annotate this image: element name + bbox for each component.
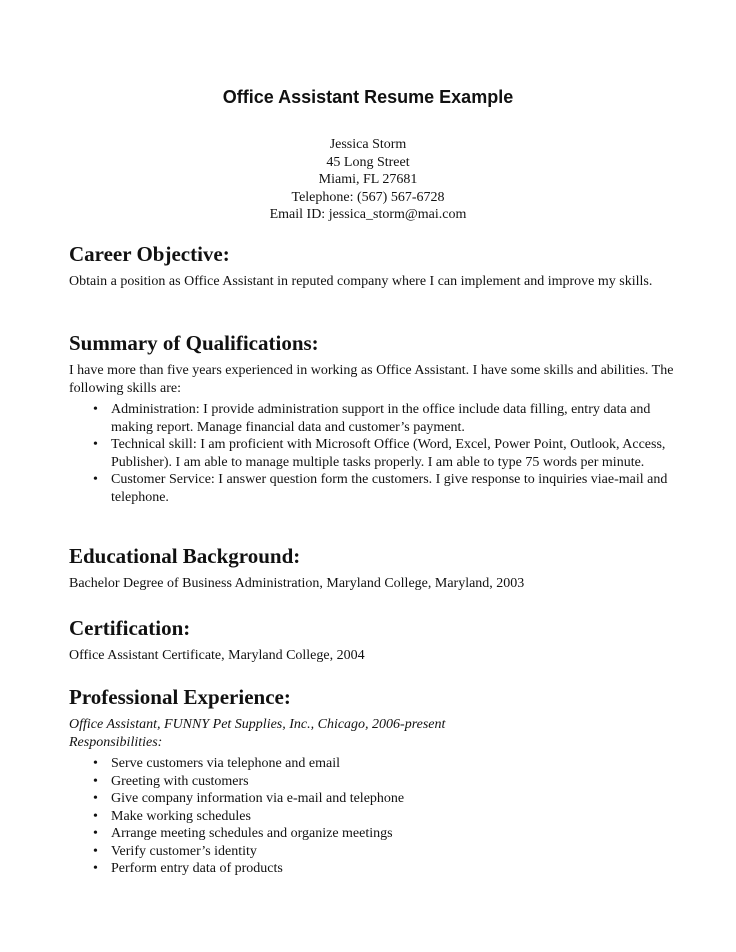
list-item: • Greeting with customers xyxy=(111,773,679,791)
list-item: • Serve customers via telephone and email xyxy=(111,755,679,773)
list-item: • Make working schedules xyxy=(111,808,679,826)
list-item: • Administration: I provide administration support in the office include data filling, entry data and making report. Manage financial data and customer’s payment. xyxy=(111,401,679,436)
contact-phone: Telephone: (567) 567-6728 xyxy=(291,189,445,205)
list-item: • Customer Service: I answer question form the customers. I give response to inquiries viae-mail and telephone. xyxy=(111,471,679,506)
list-item: • Give company information via e-mail and telephone xyxy=(111,790,679,808)
education-heading: Educational Background: xyxy=(69,544,301,568)
list-item: • Technical skill: I am proficient with Microsoft Office (Word, Excel, Power Point, Outlook, Access, Publisher). I am able to manage multiple tasks properly. I am able to type 75 words per minute. xyxy=(111,436,679,471)
page-title: Office Assistant Resume Example xyxy=(222,87,514,107)
skills-list xyxy=(69,401,679,506)
experience-position: Office Assistant, FUNNY Pet Supplies, Inc., Chicago, 2006-present xyxy=(69,717,446,732)
certification-section xyxy=(69,615,679,665)
contact-name: Jessica Storm xyxy=(329,137,407,152)
contact-block xyxy=(0,136,736,224)
list-item: • Arrange meeting schedules and organize meetings xyxy=(111,825,679,843)
summary-heading: Summary of Qualifications: xyxy=(69,331,319,355)
certification-heading: Certification: xyxy=(69,616,191,640)
career-objective-heading: Career Objective: xyxy=(69,242,230,266)
certification-text: Office Assistant Certificate, Maryland College, 2004 xyxy=(69,648,365,663)
career-objective-section xyxy=(69,241,679,291)
experience-section xyxy=(69,684,679,878)
experience-heading: Professional Experience: xyxy=(69,685,291,709)
career-objective-text: Obtain a position as Office Assistant in reputed company where I can implement and improve my skills. xyxy=(69,274,653,289)
list-item: • Verify customer’s identity xyxy=(111,843,679,861)
contact-street: 45 Long Street xyxy=(326,154,410,170)
education-text: Bachelor Degree of Business Administration, Maryland College, Maryland, 2003 xyxy=(69,576,525,591)
summary-intro: I have more than five years experienced in working as Office Assistant. I have some skills and abilities. The following skills are: xyxy=(69,363,674,396)
responsibilities-list xyxy=(69,755,679,878)
list-item: • Perform entry data of products xyxy=(111,860,679,878)
contact-city: Miami, FL 27681 xyxy=(318,172,418,187)
responsibilities-label: Responsibilities: xyxy=(69,734,163,750)
contact-email: Email ID: jessica_storm@mai.com xyxy=(269,207,467,222)
education-section xyxy=(69,543,679,593)
summary-section xyxy=(69,330,679,506)
